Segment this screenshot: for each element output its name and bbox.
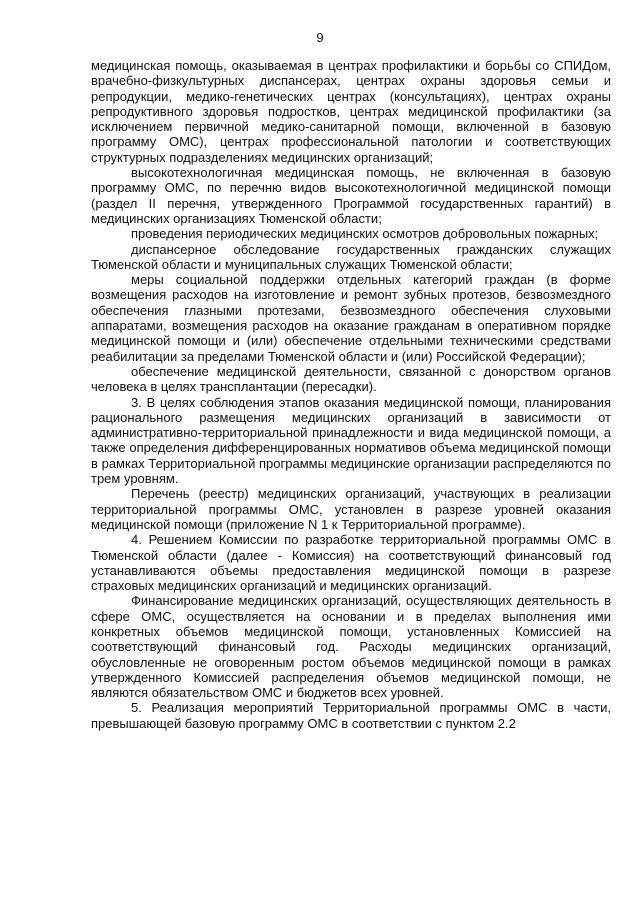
paragraph-firefighter-exams: проведения периодических медицинских осмотров добровольных пожарных; [131,226,599,242]
paragraph-registry: Перечень (реестр) медицинских организаций, участвующих в реализации территориальной программы ОМС, установлен в разрезе уровней оказания медицинской помощи (приложение N 1 к Территориальной программе). [91,486,611,532]
paragraph-section-5: 5. Реализация мероприятий Территориальной программы ОМС в части, превышающей базовую программу ОМС в соответствии с пунктом 2.2 [91,700,611,731]
page-number: 9 [316,30,324,45]
paragraph-section-3: 3. В целях соблюдения этапов оказания медицинской помощи, планирования рационального размещения медицинских организаций в зависимости от административно-территориальной принадлежности и вида медицинской помощи, а также определения дифференцированных нормативов объема медицинской помощи в рамках Территориальной программы медицинские организации распределяются по трем уровням. [91,394,611,487]
paragraph-social-support: меры социальной поддержки отдельных категорий граждан (в форме возмещения расходов на изготовление и ремонт зубных протезов, безвозмездного обеспечения глазными протезами, безвозмездного обеспечения слуховыми аппаратами, возмещения расходов на оказание гражданам в оперативном порядке медицинской помощи и (или) обеспечение отдельными техническими средствами реабилитации за пределами Тюменской области и (или) Российской Федерации); [91,272,611,364]
paragraph-organ-donation: обеспечение медицинской деятельности, связанной с донорством органов человека в целях трансплантации (пересадки). [91,363,611,395]
paragraph-financing: Финансирование медицинских организаций, осуществляющих деятельность в сфере ОМС, осуществляется на основании и в пределах выполнения ими конкретных объемов медицинской помощи, установленных Комиссией на соответствующий финансовый год. Расходы медицинских организаций, обусловленные не оговоренным ростом объемов медицинской помощи в рамках утвержденного Комиссией распределения объемов медицинской помощи, не являются обязательством ОМС и бюджетов всех уровней. [91,593,611,701]
paragraph-high-tech-care: высокотехнологичная медицинская помощь, не включенная в базовую программу ОМС, по перечню видов высокотехнологичной медицинской помощи (раздел II перечня, утвержденного Программой государственных гарантий) в медицинских организациях Тюменской области; [91,165,611,226]
paragraph-section-4: 4. Решением Комиссии по разработке территориальной программы ОМС в Тюменской области (далее - Комиссия) на соответствующий финансовый год устанавливаются объемы предоставления медицинской помощи в разрезе страховых медицинских организаций и медицинских организаций. [91,532,611,594]
paragraph-specialized-centers: медицинская помощь, оказываемая в центрах профилактики и борьбы со СПИДом, врачебно-физкультурных диспансерах, центрах охраны здоровья семьи и репродукции, медико-генетических центрах (консультациях), центрах охраны репродуктивного здоровья подростков, центрах медицинской профилактики (за исключением первичной медико-санитарной помощи, включенной в базовую программу ОМС), центрах профессиональной патологии и соответствующих структурных подразделениях медицинских организаций; [91,58,611,165]
document-body [91,58,611,731]
paragraph-civil-servant-exams: диспансерное обследование государственных гражданских служащих Тюменской области и муниципальных служащих Тюменской области; [91,241,611,272]
